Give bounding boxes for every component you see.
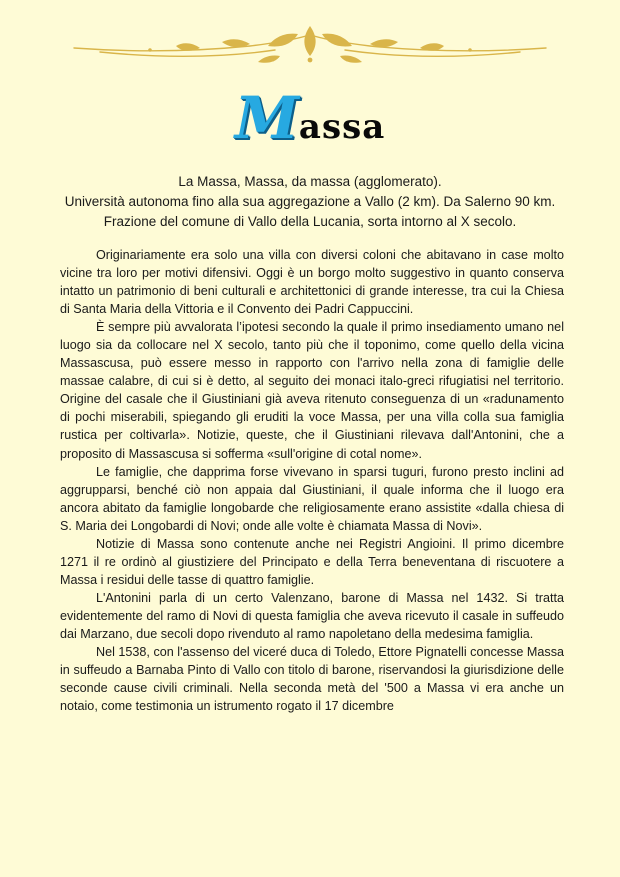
title-rest: assa bbox=[298, 107, 386, 147]
header-line: La Massa, Massa, da massa (agglomerato). bbox=[178, 174, 442, 189]
page-title bbox=[0, 84, 620, 152]
paragraph: Originariamente era solo una villa con diversi coloni che abitavano in case molto vicine tra loro per motivi difensivi. Oggi è un borgo molto suggestivo in quanto conserva intatto un patrimonio di beni culturali e architettonici di grande interesse, tra cui la Chiesa di Santa Maria della Vittoria e il Convento dei Padri Cappuccini. bbox=[60, 248, 564, 317]
title-initial: M bbox=[234, 84, 299, 152]
paragraph: Le famiglie, che dapprima forse vivevano in sparsi tuguri, furono presto inclini ad aggrupparsi, benché ciò non appaia dal Giustiniani, il quale informa che il luogo era ancora abitato da famiglie longobarde che religiosamente erano assistite «dalla chiesa di S. Maria dei Longobardi di Novi; onde alle volte è chiamata Massa di Novi». bbox=[60, 464, 564, 533]
paragraph: L'Antonini parla di un certo Valenzano, barone di Massa nel 1432. Si tratta evidentemente del ramo di Novi di questa famiglia che aveva ricevuto il casale in suffeudo dai Marzano, due secoli dopo rivenduto al ramo napoletano della medesima famiglia. bbox=[60, 590, 564, 641]
paragraph: Nel 1538, con l'assenso del viceré duca di Toledo, Ettore Pignatelli concesse Massa in suffeudo a Barnaba Pinto di Vallo con titolo di barone, riservandosi la giurisdizione delle seconde cause civili criminali. Nella seconda metà del '500 a Massa vi era anche un notaio, come testimonia un istrumento rogato il 17 dicembre bbox=[60, 645, 564, 714]
header-line: Università autonoma fino alla sua aggregazione a Vallo (2 km). Da Salerno 90 km. bbox=[64, 194, 556, 209]
decorative-flourish-icon bbox=[70, 22, 550, 66]
body-text bbox=[60, 246, 564, 715]
header-line: Frazione del comune di Vallo della Lucania, sorta intorno al X secolo. bbox=[103, 214, 517, 229]
paragraph: È sempre più avvalorata l’ipotesi secondo la quale il primo insediamento umano nel luogo sia da collocare nel X secolo, tanto più che il toponimo, come quello della vicina Massascusa, può essere messo in rapporto con l'arrivo nella zona di famiglie delle massae calabre, di cui si è detto, al seguito dei monaci italo-greci rifugiatisi nel territorio. Origine del casale che il Giustiniani già aveva ritenuto conseguenza di un «radunamento di pochi miserabili, spiegando gli eruditi la voce Massa, per una villa colla sua famiglia rustica per coltivarla». Notizie, queste, che il Giustiniani rilevava dall'Antonini, che a proposito di Massascusa si sofferma «sull'origine di cotal nome». bbox=[60, 320, 564, 461]
header-block bbox=[40, 172, 580, 232]
paragraph: Notizie di Massa sono contenute anche nei Registri Angioini. Il primo dicembre 1271 il re ordinò al giustiziere del Principato e della Terra beneventana di riscuotere a Massa i residui delle tasse di quattro famiglie. bbox=[60, 536, 564, 587]
